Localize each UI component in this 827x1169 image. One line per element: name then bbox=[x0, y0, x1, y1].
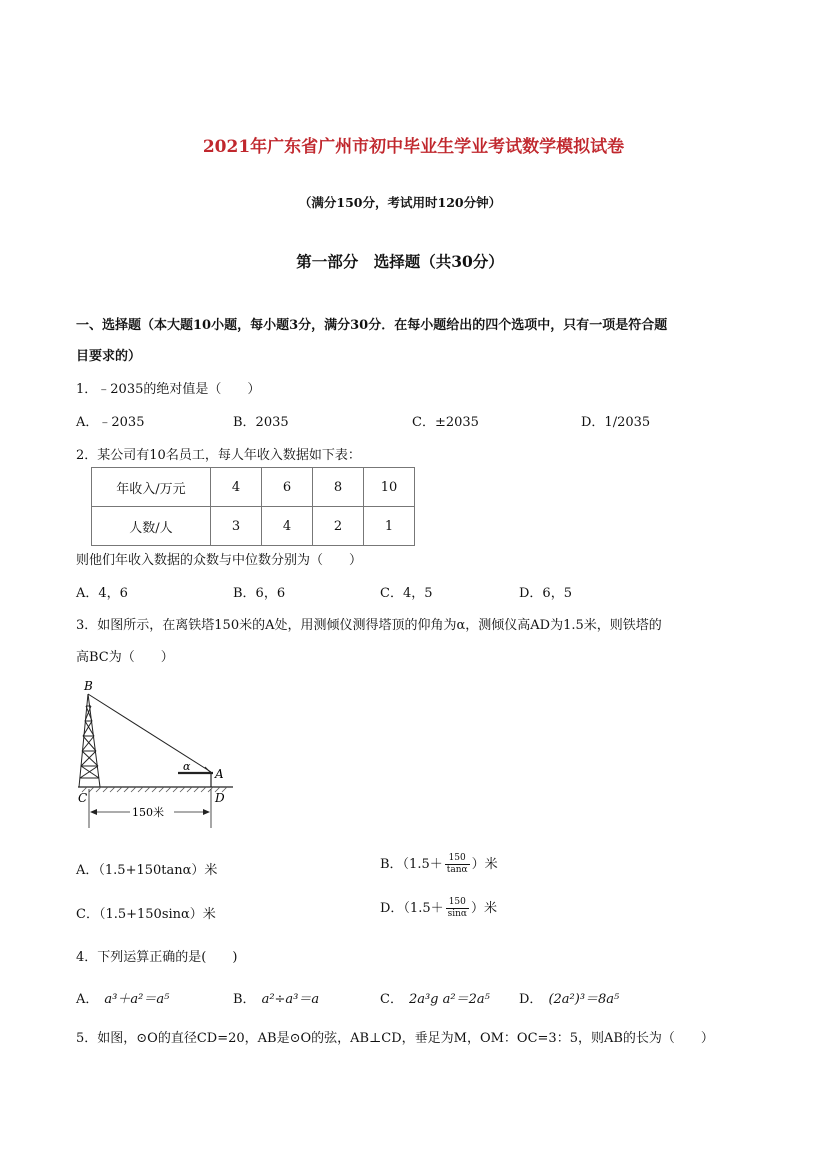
table-cell: 4 bbox=[262, 507, 313, 546]
table-cell: 8 bbox=[313, 468, 364, 507]
label-c: C bbox=[78, 791, 88, 805]
q3-option-b: B．（1.5＋ $\frac{150}{\tan\alpha}$ ）米 bbox=[380, 853, 498, 875]
page-title: 2021年广东省广州市初中毕业生学业考试数学模拟试卷 bbox=[202, 137, 625, 157]
label-b: B bbox=[84, 679, 93, 693]
table-cell: 4 bbox=[211, 468, 262, 507]
q1-option-c: C．±2035 bbox=[412, 415, 479, 430]
table-cell: 1 bbox=[364, 507, 415, 546]
q1-stem: 1．﹣2035的绝对值是（ ） bbox=[76, 382, 261, 397]
q1-option-b: B．2035 bbox=[233, 415, 289, 430]
table-cell: 2 bbox=[313, 507, 364, 546]
q3-stem-line1: 3．如图所示，在离铁塔150米的A处，用测倾仪测得塔顶的仰角为α，测倾仪高AD为1.5米，则铁塔的 bbox=[76, 618, 662, 633]
section-instructions-line1: 一、选择题（本大题10小题，每小题3分，满分30分．在每小题给出的四个选项中，只有一项是符合题 bbox=[76, 318, 668, 333]
q4-option-d: D． (2a²)³＝8a⁵ bbox=[519, 992, 620, 1007]
tower-icon bbox=[79, 694, 100, 787]
q3-option-a: A．（1.5+150tanα）米 bbox=[76, 863, 218, 878]
q4-option-b: B． a²÷a³＝a bbox=[233, 992, 320, 1007]
table-cell: 10 bbox=[364, 468, 415, 507]
section-instructions-line2: 目要求的） bbox=[76, 349, 142, 364]
q4-option-c: C． 2a³g a²＝2a⁵ bbox=[380, 992, 490, 1007]
table-cell: 3 bbox=[211, 507, 262, 546]
table-row bbox=[92, 468, 415, 507]
q4-option-a: A． a³＋a²＝a⁵ bbox=[76, 992, 170, 1007]
table-cell: 6 bbox=[262, 468, 313, 507]
table-cell: 人数/人 bbox=[92, 507, 211, 546]
q3-option-c: C．（1.5+150sinα）米 bbox=[76, 907, 216, 922]
q1-option-d: D．1/2035 bbox=[581, 415, 651, 430]
part-heading: 第一部分 选择题（共30分） bbox=[296, 252, 504, 271]
q1-option-a: A．﹣2035 bbox=[76, 415, 145, 430]
label-a: A bbox=[215, 767, 224, 781]
q5-stem: 5．如图，⊙O的直径CD=20，AB是⊙O的弦，AB⊥CD，垂足为M，OM：OC=3：5，则AB的长为（ ） bbox=[76, 1031, 714, 1046]
q2-option-b: B．6，6 bbox=[233, 586, 286, 601]
q2-option-a: A．4，6 bbox=[76, 586, 128, 601]
q2-option-d: D．6，5 bbox=[519, 586, 572, 601]
label-d: D bbox=[215, 791, 225, 805]
q3-stem-line2: 高BC为（ ） bbox=[76, 650, 174, 665]
q4-stem: 4．下列运算正确的是( ) bbox=[76, 950, 238, 965]
label-alpha: α bbox=[183, 760, 191, 773]
table-cell: 年收入/万元 bbox=[92, 468, 211, 507]
label-distance: 150米 bbox=[132, 806, 164, 819]
exam-info: （满分150分，考试用时120分钟） bbox=[298, 195, 502, 210]
tower-figure bbox=[70, 676, 240, 831]
q2-question: 则他们年收入数据的众数与中位数分别为（ ） bbox=[76, 553, 363, 568]
q2-stem: 2．某公司有10名员工，每人年收入数据如下表： bbox=[76, 448, 361, 463]
income-table bbox=[91, 467, 415, 546]
q3-option-d: D．（1.5＋ $\frac{150}{\sin\alpha}$ ）米 bbox=[380, 897, 497, 919]
q2-option-c: C．4，5 bbox=[380, 586, 433, 601]
table-row bbox=[92, 507, 415, 546]
